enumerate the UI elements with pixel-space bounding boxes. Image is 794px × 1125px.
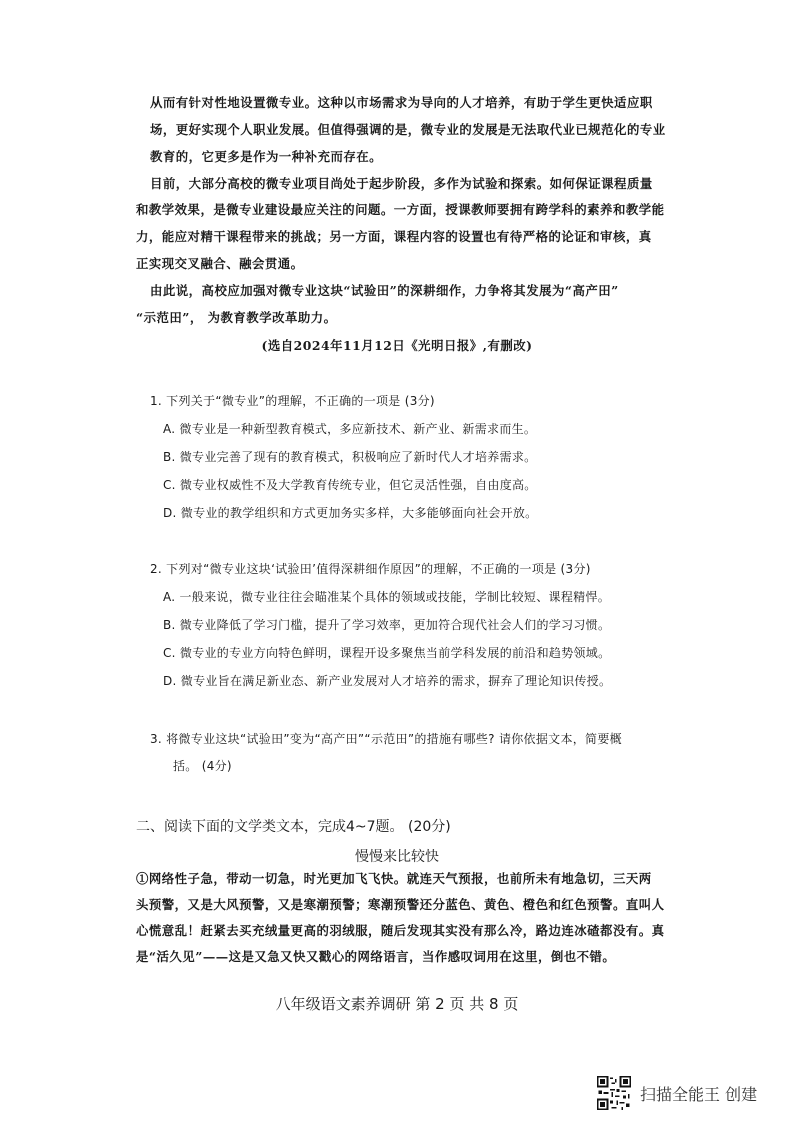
section-2-heading: 二、阅读下面的文学类文本，完成4~7题。 (20分) [136,819,451,835]
question-2-option-b: B. 微专业降低了学习门槛，提升了学习效率，更加符合现代社会人们的学习习惯。 [163,618,611,632]
question-2-option-c: C. 微专业的专业方向特色鲜明，课程开设多聚焦当前学科发展的前沿和趋势领域。 [163,646,611,660]
question-1-option-b: B. 微专业完善了现有的教育模式，积极响应了新时代人才培养需求。 [163,450,537,464]
passage-line: “示范田”， 为教育教学改革助力。 [136,310,337,325]
question-1-stem: 1. 下列关于“微专业”的理解，不正确的一项是 (3分) [150,394,435,408]
page-footer: 八年级语文素养调研 第 2 页 共 8 页 [275,995,519,1013]
passage-line: 力，能应对精干课程带来的挑战；另一方面，课程内容的设置也有待严格的论证和审核，真 [136,229,652,244]
passage-line: 目前，大部分高校的微专业项目尚处于起步阶段，多作为试验和探索。如何保证课程质量 [150,176,653,191]
passage-line: 和教学效果，是微专业建设最应关注的问题。一方面，授课教师要拥有跨学科的素养和教学能 [136,202,665,217]
question-1-option-c: C. 微专业权威性不及大学教育传统专业，但它灵活性强，自由度高。 [163,478,537,492]
passage-line: 由此说，高校应加强对微专业这块“试验田”的深耕细作，力争将其发展为“高产田” [150,283,619,298]
passage-line: 正实现交叉融合、融会贯通。 [136,256,304,271]
qr-code-icon [597,1076,631,1110]
section-2-line: 心慌意乱！赶紧去买充绒量更高的羽绒服，随后发现其实没有那么冷，路边连冰碴都没有。真 [136,923,665,938]
scanner-watermark: 扫描全能王 创建 [640,1085,758,1104]
section-2-title: 慢慢来比较快 [355,849,439,865]
question-3-stem: 3. 将微专业这块“试验田”变为“高产田”“示范田”的措施有哪些? 请你依据文本，简要概 [150,732,622,746]
section-2-line: 头预警，又是大风预警，又是寒潮预警；寒潮预警还分蓝色、黄色、橙色和红色预警。直叫人 [136,897,665,912]
section-2-line: 是“活久见”——这是又急又快又戳心的网络语言，当作感叹词用在这里，倒也不错。 [136,949,616,964]
question-2-stem: 2. 下列对“微专业这块‘试验田’值得深耕细作原因”的理解，不正确的一项是 (3分) [150,562,591,576]
passage-line: 场，更好实现个人职业发展。但值得强调的是，微专业的发展是无法取代业已规范化的专业 [150,122,666,137]
passage-line: 从而有针对性地设置微专业。这种以市场需求为导向的人才培养，有助于学生更快适应职 [150,95,653,110]
question-3-stem-cont: 括。 (4分) [173,759,232,773]
passage-source: (选自2024年11月12日《光明日报》,有删改) [261,338,533,353]
passage-line: 教育的，它更多是作为一种补充而存在。 [150,149,383,164]
question-1-option-d: D. 微专业的教学组织和方式更加务实多样，大多能够面向社会开放。 [163,506,538,520]
question-2-option-d: D. 微专业旨在满足新业态、新产业发展对人才培养的需求，摒弃了理论知识传授。 [163,674,612,688]
section-2-line: ①网络性子急，带动一切急，时光更加飞飞快。就连天气预报，也前所未有地急切，三天两 [136,871,652,886]
question-1-option-a: A. 微专业是一种新型教育模式，多应新技术、新产业、新需求而生。 [163,422,537,436]
question-2-option-a: A. 一般来说，微专业往往会瞄准某个具体的领域或技能，学制比较短、课程精悍。 [163,590,611,604]
